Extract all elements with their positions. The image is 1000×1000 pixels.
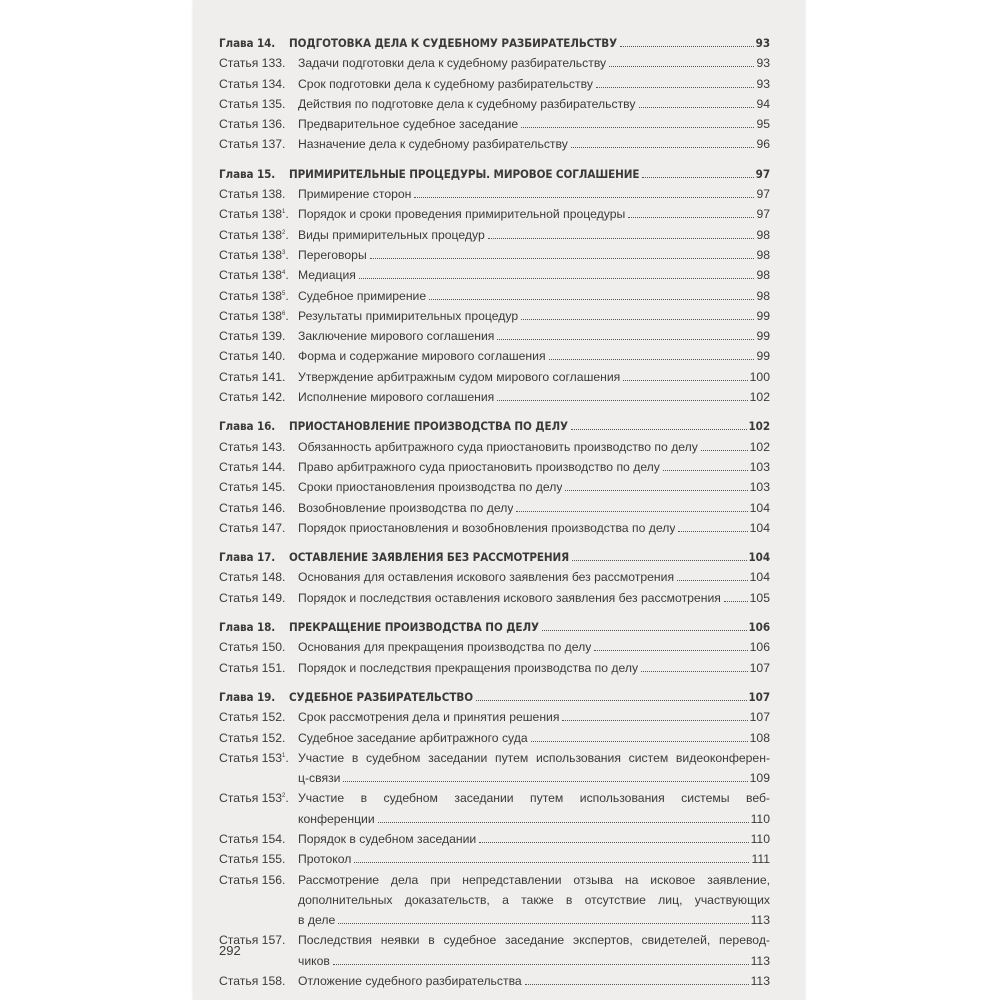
entry-title-last-line <box>298 768 770 788</box>
chapter-heading <box>219 416 770 436</box>
entry-title: Примирение сторон <box>298 187 412 202</box>
entry-title-lines <box>298 870 770 931</box>
chapter-heading <box>219 33 770 53</box>
entry-page: 95 <box>756 117 770 132</box>
leader-dots <box>571 147 755 148</box>
entry-title-line: Участие в судебном заседании путем использования системы веб- <box>298 791 770 806</box>
entry-page: 97 <box>756 207 770 222</box>
chapter-page: 106 <box>748 620 770 635</box>
entry-title-line: Участие в судебном заседании путем использования систем видеоконферен- <box>298 750 770 765</box>
chapter-label: Глава 15. <box>219 166 276 181</box>
entry-title: Судебное заседание арбитражного суда <box>298 730 528 745</box>
entry-title-last-line <box>298 910 770 930</box>
toc-entry <box>219 94 770 114</box>
toc-entry <box>219 498 770 518</box>
entry-page: 97 <box>756 187 770 202</box>
leader-dots <box>378 822 749 823</box>
toc-entry <box>219 588 770 608</box>
chapter-label: Глава 19. <box>219 689 276 704</box>
entry-page: 98 <box>756 268 770 283</box>
leader-dots <box>571 429 747 430</box>
article-label: Статья 150. <box>219 640 286 655</box>
entry-title: Основания для прекращения производства по делу <box>298 640 592 655</box>
chapter-block <box>219 547 770 608</box>
chapter-block <box>219 164 770 408</box>
article-label: Статья 152. <box>219 730 286 745</box>
leader-dots <box>497 400 747 401</box>
leader-dots <box>521 127 754 128</box>
article-label: Статья 146. <box>219 500 286 515</box>
toc-entry <box>219 437 770 457</box>
toc-entry <box>219 971 770 991</box>
leader-dots <box>609 66 754 67</box>
leader-dots <box>565 490 747 491</box>
entry-title-lines <box>298 930 770 971</box>
leader-dots <box>488 238 755 239</box>
article-label: Статья 145. <box>219 480 286 495</box>
article-label: Статья 142. <box>219 390 286 405</box>
leader-dots <box>414 197 754 198</box>
article-label: Статья $138^4$. <box>219 268 289 283</box>
entry-page: 104 <box>749 500 770 515</box>
toc-entry <box>219 748 770 789</box>
article-label: Статья 140. <box>219 349 286 364</box>
article-superscript: 2 <box>282 229 286 236</box>
toc-entry <box>219 728 770 748</box>
chapter-block <box>219 416 770 538</box>
toc-entry <box>219 457 770 477</box>
article-label: Статья 138. <box>219 187 286 202</box>
entry-page: 109 <box>749 771 770 786</box>
article-superscript: 3 <box>282 249 286 256</box>
chapter-title: ПРЕКРАЩЕНИЕ ПРОИЗВОДСТВА ПО ДЕЛУ <box>289 620 539 635</box>
entry-page: 99 <box>756 308 770 323</box>
leader-dots <box>343 781 747 782</box>
article-label: Статья 148. <box>219 570 286 585</box>
entry-title: Назначение дела к судебному разбирательству <box>298 137 568 152</box>
entry-title: Основания для оставления искового заявления без рассмотрения <box>298 570 675 585</box>
article-label: Статья 144. <box>219 459 286 474</box>
article-label: Статья 143. <box>219 439 286 454</box>
article-label: Статья $138^1$. <box>219 207 289 222</box>
chapter-title: ОСТАВЛЕНИЕ ЗАЯВЛЕНИЯ БЕЗ РАССМОТРЕНИЯ <box>289 550 570 565</box>
chapter-page: 104 <box>748 550 770 565</box>
leader-dots <box>542 630 747 631</box>
leader-dots <box>370 258 755 259</box>
toc-entry <box>219 518 770 538</box>
article-label: Статья 134. <box>219 76 286 91</box>
entry-page: 99 <box>756 329 770 344</box>
toc-entry <box>219 387 770 407</box>
entry-title: Возобновление производства по делу <box>298 500 514 515</box>
chapter-heading <box>219 687 770 707</box>
article-label: Статья $138^2$. <box>219 227 289 242</box>
entry-title: Порядок приостановления и возобновления производства по делу <box>298 520 676 535</box>
entry-page: 113 <box>750 974 770 989</box>
entry-page: 113 <box>750 913 770 928</box>
article-label: Статья $138^6$. <box>219 308 289 323</box>
toc-entry <box>219 134 770 154</box>
entry-title: Порядок и последствия прекращения производства по делу <box>298 660 639 675</box>
leader-dots <box>476 700 747 701</box>
chapter-heading <box>219 547 770 567</box>
entry-title-line: Последствия неявки в судебное заседание экспертов, свидетелей, перевод- <box>298 933 770 948</box>
article-label: Статья 135. <box>219 96 286 111</box>
entry-page: 93 <box>756 76 770 91</box>
leader-dots <box>525 984 749 985</box>
toc-entry <box>219 870 770 931</box>
toc-entry <box>219 53 770 73</box>
entry-title-line: дополнительных доказательств, а также в отсутствие лиц, участвующих <box>298 892 770 907</box>
article-superscript: 5 <box>282 290 286 297</box>
chapter-title: ПРИМИРИТЕЛЬНЫЕ ПРОЦЕДУРЫ. МИРОВОЕ СОГЛАШЕНИЕ <box>289 166 640 181</box>
article-label: Статья $153^1$. <box>219 750 289 765</box>
toc-entry <box>219 637 770 657</box>
chapter-heading <box>219 164 770 184</box>
toc-entry <box>219 184 770 204</box>
leader-dots <box>338 923 748 924</box>
entry-title: Судебное примирение <box>298 288 427 303</box>
entry-title: Срок подготовки дела к судебному разбирательству <box>298 76 593 91</box>
toc-entry <box>219 367 770 387</box>
leader-dots <box>521 319 754 320</box>
article-label: Статья 152. <box>219 710 286 725</box>
article-label: Статья 151. <box>219 660 286 675</box>
entry-title-lines <box>298 748 770 789</box>
entry-title: Порядок и последствия оставления искового заявления без рассмотрения <box>298 590 721 605</box>
entry-title: Форма и содержание мирового соглашения <box>298 349 546 364</box>
toc-entry <box>219 265 770 285</box>
entry-page: 98 <box>756 247 770 262</box>
article-superscript: 1 <box>282 752 286 759</box>
toc-entry <box>219 829 770 849</box>
entry-page: 93 <box>756 56 770 71</box>
leader-dots <box>594 650 747 651</box>
leader-dots <box>516 511 747 512</box>
entry-page: 104 <box>749 520 770 535</box>
entry-title: Действия по подготовке дела к судебному разбирательству <box>298 96 636 111</box>
chapter-block <box>219 33 770 155</box>
leader-dots <box>724 601 748 602</box>
article-label: Статья 155. <box>219 852 286 867</box>
toc-entry <box>219 658 770 678</box>
article-label: Статья 139. <box>219 329 286 344</box>
entry-page: 103 <box>749 459 770 474</box>
leader-dots <box>359 278 755 279</box>
entry-page: 104 <box>749 570 770 585</box>
article-label: Статья 133. <box>219 56 286 71</box>
chapter-block <box>219 687 770 991</box>
toc-entry <box>219 114 770 134</box>
entry-title: Протокол <box>298 852 352 867</box>
leader-dots <box>333 964 749 965</box>
article-label: Статья 136. <box>219 117 286 132</box>
entry-page: 99 <box>756 349 770 364</box>
chapter-block <box>219 617 770 678</box>
leader-dots <box>641 671 748 672</box>
chapter-page: 107 <box>748 689 770 704</box>
article-label: Статья 156. <box>219 872 286 887</box>
entry-page: 102 <box>749 439 770 454</box>
entry-title: Порядок в судебном заседании <box>298 831 477 846</box>
entry-page: 113 <box>750 953 770 968</box>
article-label: Статья $138^5$. <box>219 288 289 303</box>
leader-dots <box>677 580 748 581</box>
toc-entry <box>219 286 770 306</box>
toc-entry <box>219 477 770 497</box>
entry-title-last-line <box>298 809 770 829</box>
toc-entry <box>219 788 770 829</box>
article-label: Статья 157. <box>219 933 286 948</box>
chapter-heading <box>219 617 770 637</box>
entry-title: Право арбитражного суда приостановить производство по делу <box>298 459 660 474</box>
article-label: Статья 137. <box>219 137 286 152</box>
entry-title-line: чиков <box>298 953 330 968</box>
article-label: Статья 141. <box>219 369 286 384</box>
toc-entry <box>219 849 770 869</box>
toc-entry <box>219 930 770 971</box>
entry-page: 105 <box>749 590 770 605</box>
article-superscript: 1 <box>282 209 286 216</box>
toc-entry <box>219 567 770 587</box>
toc-entry <box>219 306 770 326</box>
leader-dots <box>639 107 755 108</box>
toc-entry <box>219 225 770 245</box>
leader-dots <box>642 177 753 178</box>
entry-title: Задачи подготовки дела к судебному разбирательству <box>298 56 607 71</box>
leader-dots <box>479 842 748 843</box>
entry-title-line: ц-связи <box>298 771 341 786</box>
entry-title: Отложение судебного разбирательства <box>298 974 522 989</box>
chapter-label: Глава 14. <box>219 36 276 50</box>
leader-dots <box>596 87 755 88</box>
entry-title: Результаты примирительных процедур <box>298 308 519 323</box>
entry-title: Переговоры <box>298 247 367 262</box>
leader-dots <box>354 862 749 863</box>
leader-dots <box>663 470 748 471</box>
book-page <box>193 0 805 1000</box>
toc-entry <box>219 74 770 94</box>
chapter-title: ПРИОСТАНОВЛЕНИЕ ПРОИЗВОДСТВА ПО ДЕЛУ <box>289 419 568 434</box>
leader-dots <box>620 46 754 47</box>
leader-dots <box>628 217 754 218</box>
leader-dots <box>701 450 748 451</box>
entry-title: Заключение мирового соглашения <box>298 329 495 344</box>
entry-title: Медиация <box>298 268 356 283</box>
chapter-label: Глава 18. <box>219 620 276 635</box>
entry-title: Сроки приостановления производства по делу <box>298 480 563 495</box>
leader-dots <box>429 299 754 300</box>
entry-title-line: конференции <box>298 811 375 826</box>
entry-page: 111 <box>751 852 770 867</box>
chapter-label: Глава 17. <box>219 550 276 565</box>
entry-page: 107 <box>749 710 770 725</box>
entry-page: 110 <box>750 811 770 826</box>
entry-page: 108 <box>749 730 770 745</box>
toc-entry <box>219 204 770 224</box>
article-label: Статья $138^3$. <box>219 247 289 262</box>
entry-page: 100 <box>749 369 770 384</box>
leader-dots <box>678 531 747 532</box>
entry-page: 107 <box>749 660 770 675</box>
entry-title-lines <box>298 788 770 829</box>
chapter-title: СУДЕБНОЕ РАЗБИРАТЕЛЬСТВО <box>289 689 473 704</box>
article-label: Статья 158. <box>219 974 286 989</box>
entry-page: 96 <box>756 137 770 152</box>
entry-page: 110 <box>750 831 770 846</box>
entry-title-line: в деле <box>298 913 336 928</box>
entry-title: Виды примирительных процедур <box>298 227 485 242</box>
toc-entry <box>219 707 770 727</box>
entry-page: 106 <box>749 640 770 655</box>
toc-entry <box>219 346 770 366</box>
leader-dots <box>497 339 754 340</box>
article-label: Статья 149. <box>219 590 286 605</box>
article-superscript: 4 <box>282 270 286 277</box>
leader-dots <box>531 741 748 742</box>
entry-page: 94 <box>756 96 770 111</box>
entry-page: 102 <box>749 390 770 405</box>
article-label: Статья $153^2$. <box>219 791 289 806</box>
entry-title: Утверждение арбитражным судом мирового соглашения <box>298 369 621 384</box>
article-superscript: 6 <box>282 310 286 317</box>
leader-dots <box>549 359 755 360</box>
entry-title-last-line <box>298 951 770 971</box>
entry-title: Исполнение мирового соглашения <box>298 390 495 405</box>
chapter-title: ПОДГОТОВКА ДЕЛА К СУДЕБНОМУ РАЗБИРАТЕЛЬСТВУ <box>289 36 618 50</box>
entry-title: Предварительное судебное заседание <box>298 117 519 132</box>
toc-entry <box>219 245 770 265</box>
leader-dots <box>562 720 747 721</box>
leader-dots <box>572 560 746 561</box>
entry-title-line: Рассмотрение дела при непредставлении отзыва на исковое заявление, <box>298 872 770 887</box>
chapter-page: 97 <box>755 166 770 181</box>
chapter-page: 102 <box>748 419 770 434</box>
article-label: Статья 147. <box>219 520 286 535</box>
entry-page: 98 <box>756 227 770 242</box>
table-of-contents <box>219 33 770 1000</box>
entry-page: 98 <box>756 288 770 303</box>
entry-title: Обязанность арбитражного суда приостановить производство по делу <box>298 439 698 454</box>
article-superscript: 2 <box>282 793 286 800</box>
entry-title: Срок рассмотрения дела и принятия решения <box>298 710 560 725</box>
article-label: Статья 154. <box>219 831 286 846</box>
toc-entry <box>219 326 770 346</box>
page-number: 292 <box>219 943 241 958</box>
entry-title: Порядок и сроки проведения примирительной процедуры <box>298 207 626 222</box>
chapter-label: Глава 16. <box>219 419 276 434</box>
entry-page: 103 <box>749 480 770 495</box>
leader-dots <box>623 380 747 381</box>
chapter-page: 93 <box>755 36 770 50</box>
